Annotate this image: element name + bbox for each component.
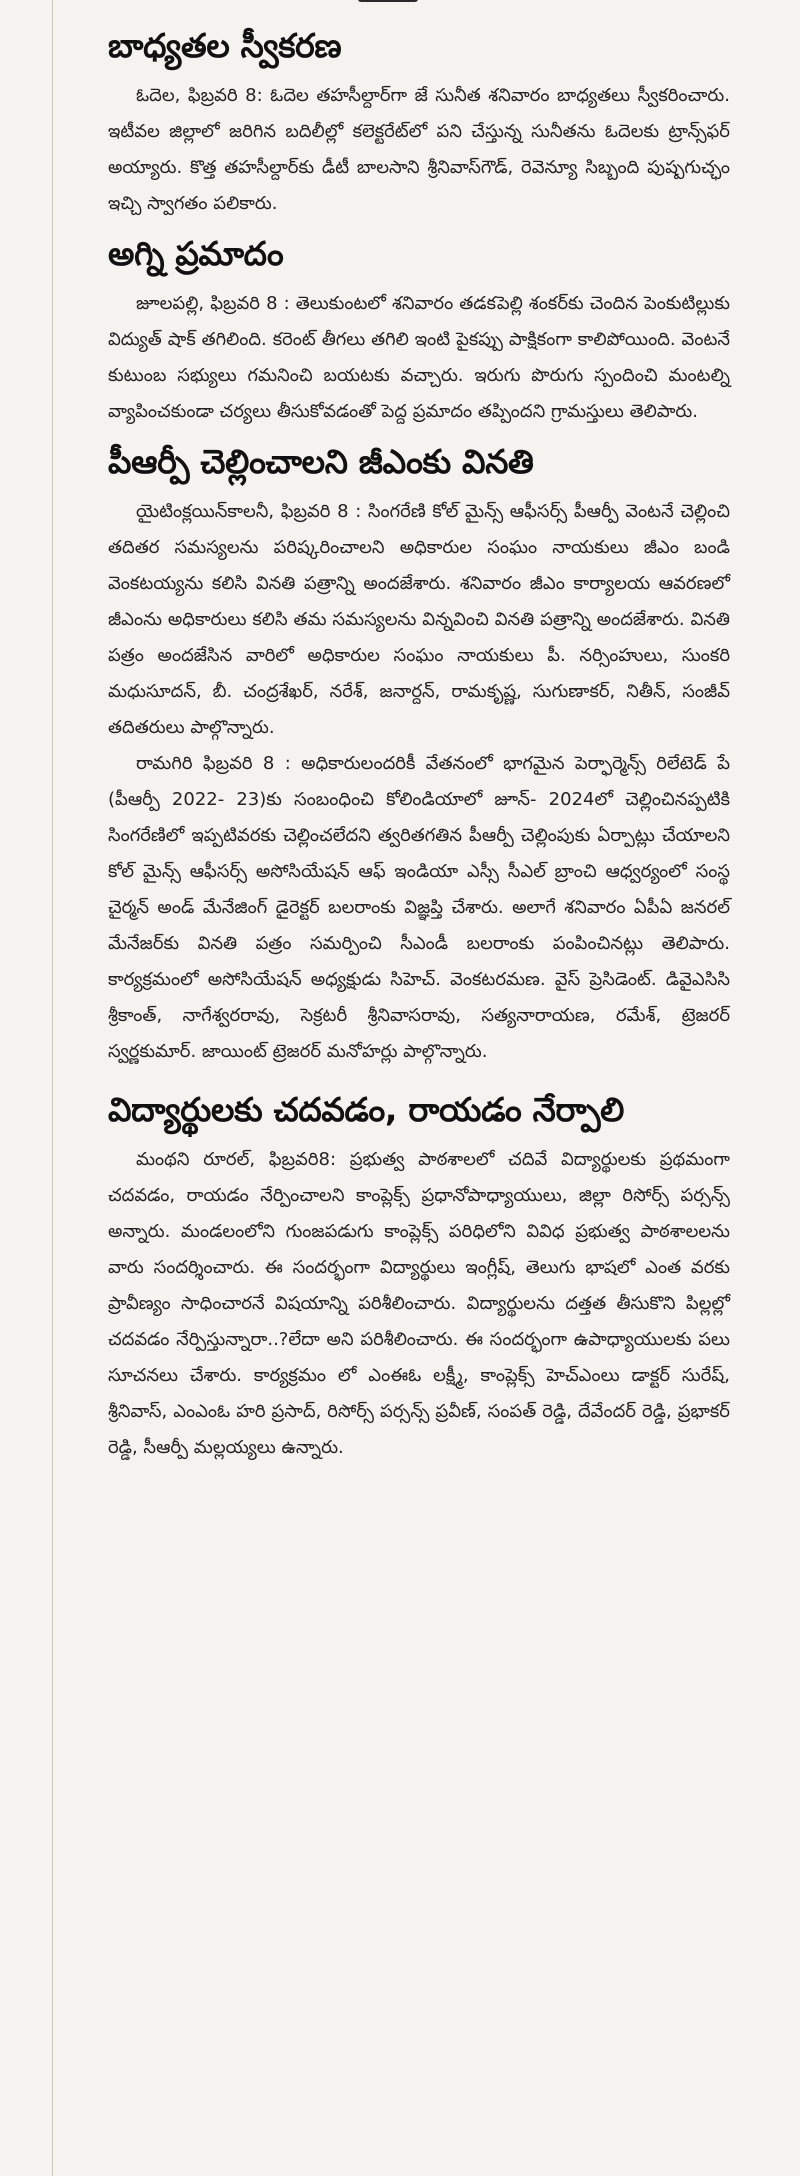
article-headline: అగ్ని ప్రమాదం [108, 234, 284, 273]
column-divider-line [52, 0, 53, 2176]
article-body: మంథని రూరల్‌, ఫిబ్రవరి8: ప్రభుత్వ పాఠశాలలో చదివే విద్యార్థులకు ప్రథమంగా చదవడం, రాయడం నేర్పించాలని కాంప్లెక్స్‌ ప్రధానోపాధ్యాయులు, జిల్లా రిసోర్స్‌ పర్సన్స్‌ అన్నారు. మండలంలోని గుంజపడుగు కాంప్లెక్స్‌ పరిధిలోని వివిధ ప్రభుత్వ పాఠశాలలను వారు సందర్శించారు. ఈ సందర్భంగా విద్యార్థులు ఇంగ్లీష్‌, తెలుగు భాషలో ఎంత వరకు ప్రావీణ్యం సాధించారనే విషయాన్ని పరిశీలించారు. విద్యార్థులను దత్తత తీసుకొని పిల్లల్లో చదవడం నేర్పిస్తున్నారా..?లేదా అని పరిశీలించారు. ఈ సందర్భంగా ఉపాధ్యాయులకు పలు సూచనలు చేశారు. కార్యక్రమం లో ఎంఈఓ లక్ష్మీ, కాంప్లెక్స్‌ హెచ్‌ఎంలు డాక్టర్‌ సురేష్‌, శ్రీనివాస్‌, ఎంఎంఓ హరి ప్రసాద్‌, రిసోర్స్‌ పర్సన్స్‌ ప్రవీణ్‌, సంపత్‌ రెడ్డి, దేవేందర్‌ రెడ్డి, ప్రభాకర్‌ రెడ్డి, సీఆర్పీ మల్లయ్యలు ఉన్నారు. [108, 1149, 730, 1458]
article-headline: బాధ్యతల స్వీకరణ [108, 26, 342, 65]
news-column [108, 0, 730, 1466]
article-body: ఓదెల, ఫిబ్రవరి 8: ఓదెల తహసీల్దార్‌గా జే సునీత శనివారం బాధ్యతలు స్వీకరించారు. ఇటీవల జిల్లాలో జరిగిన బదిలీల్లో కలెక్టరేట్‌లో పని చేస్తున్న సునీతను ఓదెలకు ట్రాన్స్‌ఫర్‌ అయ్యారు. కొత్త తహసీల్దార్‌కు డీటీ బాలసాని శ్రీనివాస్‌గౌడ్‌, రెవెన్యూ సిబ్బంది పుష్పగుచ్ఛం ఇచ్చి స్వాగతం పలికారు. [108, 85, 730, 214]
article-headline: విద్యార్థులకు చదవడం, రాయడం నేర్పాలి [108, 1090, 625, 1129]
article-headline: పీఆర్పీ చెల్లించాలని జీఎంకు వినతి [108, 442, 534, 481]
previous-article-fragment [108, 0, 730, 8]
article-fire-accident [108, 232, 730, 430]
article-body: జూలపల్లి, ఫిబ్రవరి 8 : తెలుకుంటలో శనివారం తడకపెల్లి శంకర్‌కు చెందిన పెంకుటిల్లుకు విద్యుత్‌ షాక్‌ తగిలింది. కరెంట్‌ తీగలు తగిలి ఇంటి పైకప్పు పాక్షికంగా కాలిపోయింది. వెంటనే కుటుంబ సభ్యులు గమనించి బయటకు వచ్చారు. ఇరుగు పొరుగు స్పందించి మంటల్ని వ్యాపించకుండా చర్యలు తీసుకోవడంతో పెద్ద ప్రమాదం తప్పిందని గ్రామస్తులు తెలిపారు. [108, 293, 730, 422]
article-reading-writing [108, 1088, 730, 1466]
article-body: రామగిరి ఫిబ్రవరి 8 : అధికారులందరికీ వేతనంలో భాగమైన పెర్ఫార్మెన్స్‌ రిలేటెడ్‌ పే (పీఆర్పీ 2022- 23)కు సంబంధించి కోలిండియాలో జూన్‌- 2024లో చెల్లించినప్పటికి సింగరేణిలో ఇప్పటివరకు చెల్లించలేదని త్వరితగతిన పీఆర్పీ చెల్లింపుకు ఏర్పాట్లు చేయాలని కోల్‌ మైన్స్‌ ఆఫీసర్స్‌ అసోసియేషన్‌ ఆఫ్‌ ఇండియా ఎస్సీ సీఎల్‌ బ్రాంచి ఆధ్వర్యంలో సంస్థ చైర్మన్‌ అండ్‌ మేనేజింగ్‌ డైరెక్టర్‌ బలరాంకు విజ్ఞప్తి చేశారు. అలాగే శనివారం ఏపీఏ జనరల్‌ మేనేజర్‌కు వినతి పత్రం సమర్పించి సీఎండీ బలరాంకు పంపించినట్లు తెలిపారు. కార్యక్రమంలో అసోసియేషన్‌ అధ్యక్షుడు సిహెచ్‌. వెంకటరమణ. వైస్‌ ప్రెసిడెంట్‌. డివైఎసిసి శ్రీకాంత్‌, నాగేశ్వరరావు, సెక్రటరీ శ్రీనివాసరావు, సత్యనారాయణ, రమేశ్‌, ట్రెజరర్‌ స్వర్ణకుమార్‌. జాయింట్‌ ట్రెజరర్‌ మనోహర్లు పాల్గొన్నారు. [108, 753, 730, 1062]
article-body: యైటింక్లయిన్‌కాలనీ, ఫిబ్రవరి 8 : సింగరేణి కోల్‌ మైన్స్‌ ఆఫీసర్స్‌ పీఆర్పీ వెంటనే చెల్లించి తదితర సమస్యలను పరిష్కరించాలని అధికారుల సంఘం నాయకులు జీఎం బండి వెంకటయ్యను కలిసి వినతి పత్రాన్ని అందజేశారు. శనివారం జీఎం కార్యాలయ ఆవరణలో జీఎంను అధికారులు కలిసి తమ సమస్యలను విన్నవించి వినతి పత్రాన్ని అందజేశారు. వినతి పత్రం అందజేసిన వారిలో అధికారుల సంఘం నాయకులు పీ. నర్సింహులు, సుంకరి మధుసూదన్‌, బీ. చంద్రశేఖర్‌, నరేశ్‌, జనార్దన్‌, రామకృష్ణ, సుగుణాకర్‌, నితీన్‌, సంజీవ్‌ తదితరులు పాల్గొన్నారు. [108, 501, 730, 738]
article-prp-petition [108, 440, 730, 1070]
article-odela-charge [108, 24, 730, 222]
